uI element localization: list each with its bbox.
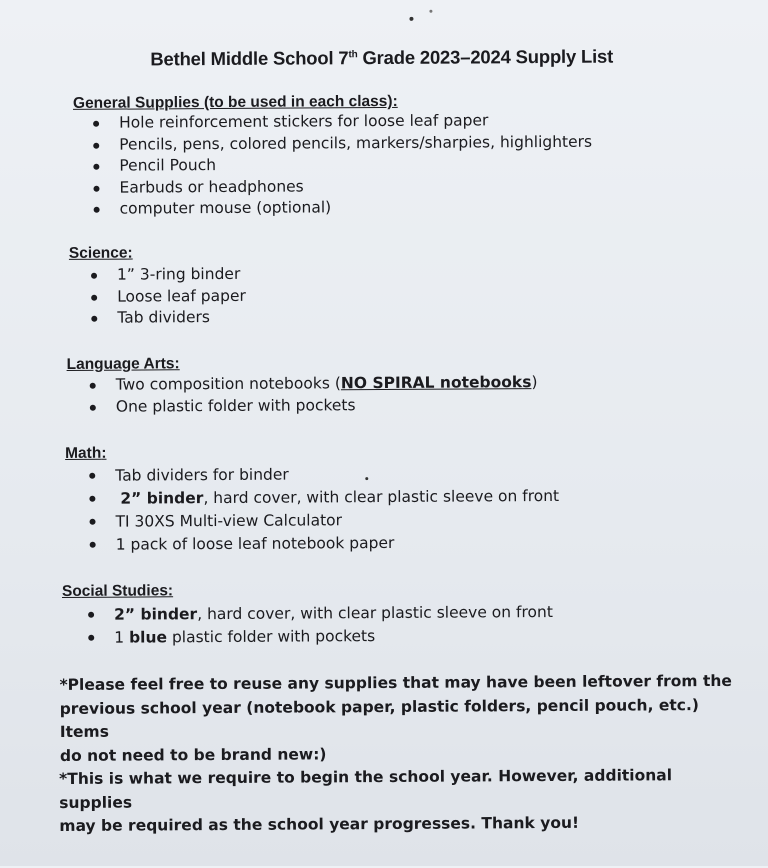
list-item <box>119 153 592 177</box>
bullet-icon <box>90 383 96 389</box>
bullet-icon <box>90 519 96 525</box>
list-item <box>116 531 560 557</box>
item-text: Earbuds or headphones <box>119 176 304 197</box>
list-item <box>115 508 559 534</box>
heading-text: Social Studies: <box>61 582 174 600</box>
item-text-end: ) <box>531 373 538 392</box>
social-studies-section <box>62 580 553 650</box>
section-heading <box>62 580 553 601</box>
section-heading <box>65 442 559 463</box>
item-text: Pencils, pens, colored pencils, markers/sharpies, highlighters <box>119 132 593 154</box>
bullet-icon <box>89 496 95 502</box>
item-text: Hole reinforcement stickers for loose leaf paper <box>119 111 489 132</box>
item-text: Tab dividers <box>117 308 210 327</box>
bullet-icon <box>93 185 99 191</box>
list-item <box>119 131 592 155</box>
section-heading <box>67 353 538 374</box>
item-emphasis: blue <box>128 628 168 647</box>
bullet-icon <box>94 207 100 213</box>
requirement-note: *This is what we require to begin the school year. However, additional supplies may be required as the school year progresses. Thank you! <box>59 766 673 835</box>
list-item <box>117 285 246 307</box>
math-section <box>65 442 559 557</box>
title-text-end: Grade 2023–2024 Supply List <box>357 45 614 69</box>
science-list <box>117 264 246 329</box>
item-text: 1 pack of loose leaf notebook paper <box>115 533 395 554</box>
bullet-icon <box>91 316 97 322</box>
heading-text: Science <box>68 244 128 262</box>
list-item <box>117 307 246 329</box>
item-text: Tab dividers for binder <box>115 465 289 485</box>
paper-speck <box>409 17 413 21</box>
section-heading <box>69 244 246 263</box>
item-text: 1” 3-ring binder <box>116 264 241 284</box>
heading-colon: : <box>392 92 398 110</box>
reuse-note: *Please feel free to reuse any supplies that may have been leftover from the previous school year (notebook paper, plastic folders, pencil pouch, etc.) Items do not need to be brand new:) <box>59 671 732 765</box>
language-arts-list <box>116 372 538 418</box>
heading-colon: : <box>174 355 180 373</box>
list-item <box>114 601 553 627</box>
bullet-icon <box>89 473 95 479</box>
page-title <box>0 45 766 72</box>
bullet-icon <box>88 612 94 618</box>
list-item <box>116 372 538 396</box>
social-studies-list <box>114 601 553 650</box>
title-text: Bethel Middle School 7 <box>150 47 349 70</box>
item-emphasis: NO SPIRAL notebooks <box>340 373 532 393</box>
general-supplies-section <box>73 92 593 221</box>
item-text: , hard cover, with clear plastic sleeve on front <box>203 486 560 508</box>
bullet-icon <box>88 635 94 641</box>
item-text: TI 30XS Multi-view Calculator <box>115 511 343 531</box>
item-emphasis: 2” binder <box>120 489 204 508</box>
heading-text: General Supplies (to be used in each class) <box>72 92 393 112</box>
bullet-icon <box>93 164 99 170</box>
item-text: Two composition notebooks ( <box>115 374 341 394</box>
heading-text: Language Arts <box>66 355 175 373</box>
science-section <box>69 244 246 330</box>
item-text: Pencil Pouch <box>119 156 217 175</box>
item-text: Loose leaf paper <box>117 286 246 306</box>
bullet-icon <box>91 294 97 300</box>
general-supplies-list <box>119 110 593 220</box>
paper-speck <box>429 10 432 13</box>
bullet-icon <box>93 142 99 148</box>
list-item <box>115 462 559 488</box>
list-item <box>117 264 246 286</box>
item-text: , hard cover, with clear plastic sleeve on front <box>197 602 553 624</box>
title-superscript: th <box>348 49 358 61</box>
bullet-icon <box>93 121 99 127</box>
language-arts-section <box>67 353 538 418</box>
item-text: One plastic folder with pockets <box>115 395 356 416</box>
list-item <box>115 485 559 511</box>
heading-text: Math <box>65 444 102 462</box>
list-item <box>119 174 592 198</box>
item-text: computer mouse (optional) <box>119 198 332 218</box>
bullet-icon <box>91 273 97 279</box>
list-item <box>114 624 553 650</box>
bullet-icon <box>90 404 96 410</box>
heading-colon: : <box>101 444 107 462</box>
math-list <box>115 462 559 557</box>
item-text: 1 <box>114 628 130 647</box>
list-item <box>120 196 593 220</box>
list-item <box>119 110 592 134</box>
item-emphasis: 2” binder <box>114 605 198 624</box>
heading-colon: : <box>127 244 133 262</box>
item-text-end: plastic folder with pockets <box>166 627 376 647</box>
list-item <box>116 394 538 418</box>
bullet-icon <box>90 542 96 548</box>
